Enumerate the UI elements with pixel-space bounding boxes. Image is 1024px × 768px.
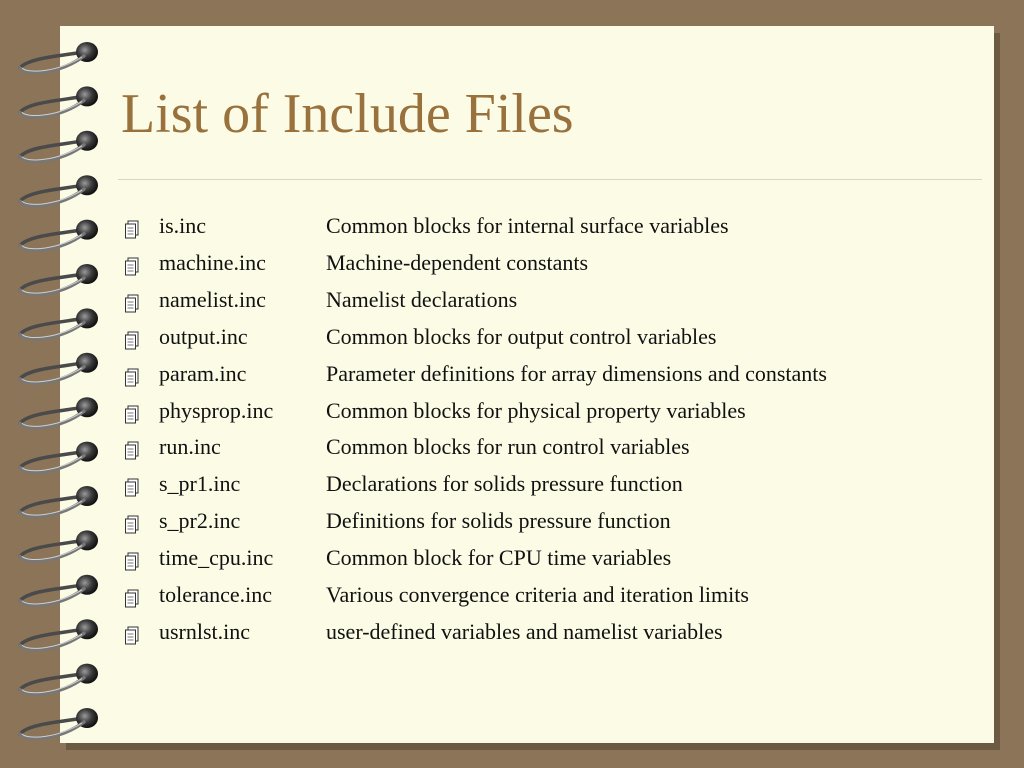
spiral-ring-icon bbox=[20, 664, 98, 694]
notepad-icon bbox=[124, 220, 140, 240]
spiral-ring-icon bbox=[20, 619, 98, 649]
file-description: Various convergence criteria and iteration limits bbox=[326, 582, 749, 607]
file-description: Machine-dependent constants bbox=[326, 249, 589, 275]
file-name: param.inc bbox=[159, 360, 247, 386]
file-name: physprop.inc bbox=[159, 397, 274, 423]
file-description: Parameter definitions for array dimensions and constants bbox=[326, 360, 827, 386]
notepad-icon bbox=[124, 589, 140, 609]
spiral-ring-icon bbox=[20, 353, 98, 383]
file-description: Common blocks for internal surface variables bbox=[326, 213, 729, 238]
notepad-icon bbox=[124, 368, 140, 388]
file-description: user-defined variables and namelist variables bbox=[326, 618, 723, 644]
notepad-icon bbox=[124, 441, 140, 461]
notepad-icon bbox=[124, 405, 140, 425]
file-description: Common blocks for physical property variables bbox=[326, 397, 746, 423]
spiral-binding bbox=[0, 0, 110, 768]
file-description: Namelist declarations bbox=[326, 286, 518, 312]
file-name: is.inc bbox=[159, 213, 207, 238]
file-name: time_cpu.inc bbox=[159, 545, 274, 571]
notepad-icon bbox=[124, 515, 140, 535]
file-name: s_pr2.inc bbox=[159, 508, 241, 534]
notepad-icon bbox=[124, 257, 140, 277]
file-description: Common block for CPU time variables bbox=[326, 545, 672, 571]
file-name: namelist.inc bbox=[159, 286, 266, 312]
spiral-ring-icon bbox=[20, 86, 98, 116]
spiral-ring-icon bbox=[20, 42, 98, 72]
file-description: Definitions for solids pressure function bbox=[326, 508, 671, 534]
file-description: Declarations for solids pressure function bbox=[326, 471, 683, 497]
spiral-ring-icon bbox=[20, 131, 98, 161]
spiral-ring-icon bbox=[20, 175, 98, 205]
spiral-ring-icon bbox=[20, 708, 98, 738]
file-name: output.inc bbox=[159, 323, 248, 349]
file-name: machine.inc bbox=[159, 249, 266, 275]
spiral-ring-icon bbox=[20, 264, 98, 294]
spiral-ring-icon bbox=[20, 220, 98, 250]
notepad-icon bbox=[124, 478, 140, 498]
title-divider bbox=[118, 179, 982, 180]
notepad-icon bbox=[124, 552, 140, 572]
file-name: run.inc bbox=[159, 434, 221, 460]
file-description: Common blocks for run control variables bbox=[326, 434, 690, 460]
notepad-icon bbox=[124, 331, 140, 351]
spiral-ring-icon bbox=[20, 308, 98, 338]
file-name: tolerance.inc bbox=[159, 582, 272, 607]
notepad-icon bbox=[124, 626, 140, 646]
file-name: s_pr1.inc bbox=[159, 471, 241, 497]
spiral-ring-icon bbox=[20, 486, 98, 516]
spiral-ring-icon bbox=[20, 397, 98, 427]
spiral-ring-icon bbox=[20, 442, 98, 472]
file-name: usrnlst.inc bbox=[159, 618, 251, 644]
notepad-icon bbox=[124, 294, 140, 314]
spiral-ring-icon bbox=[20, 530, 98, 560]
spiral-ring-icon bbox=[20, 575, 98, 605]
page-title: List of Include Files bbox=[121, 83, 574, 145]
file-description: Common blocks for output control variables bbox=[326, 323, 717, 349]
